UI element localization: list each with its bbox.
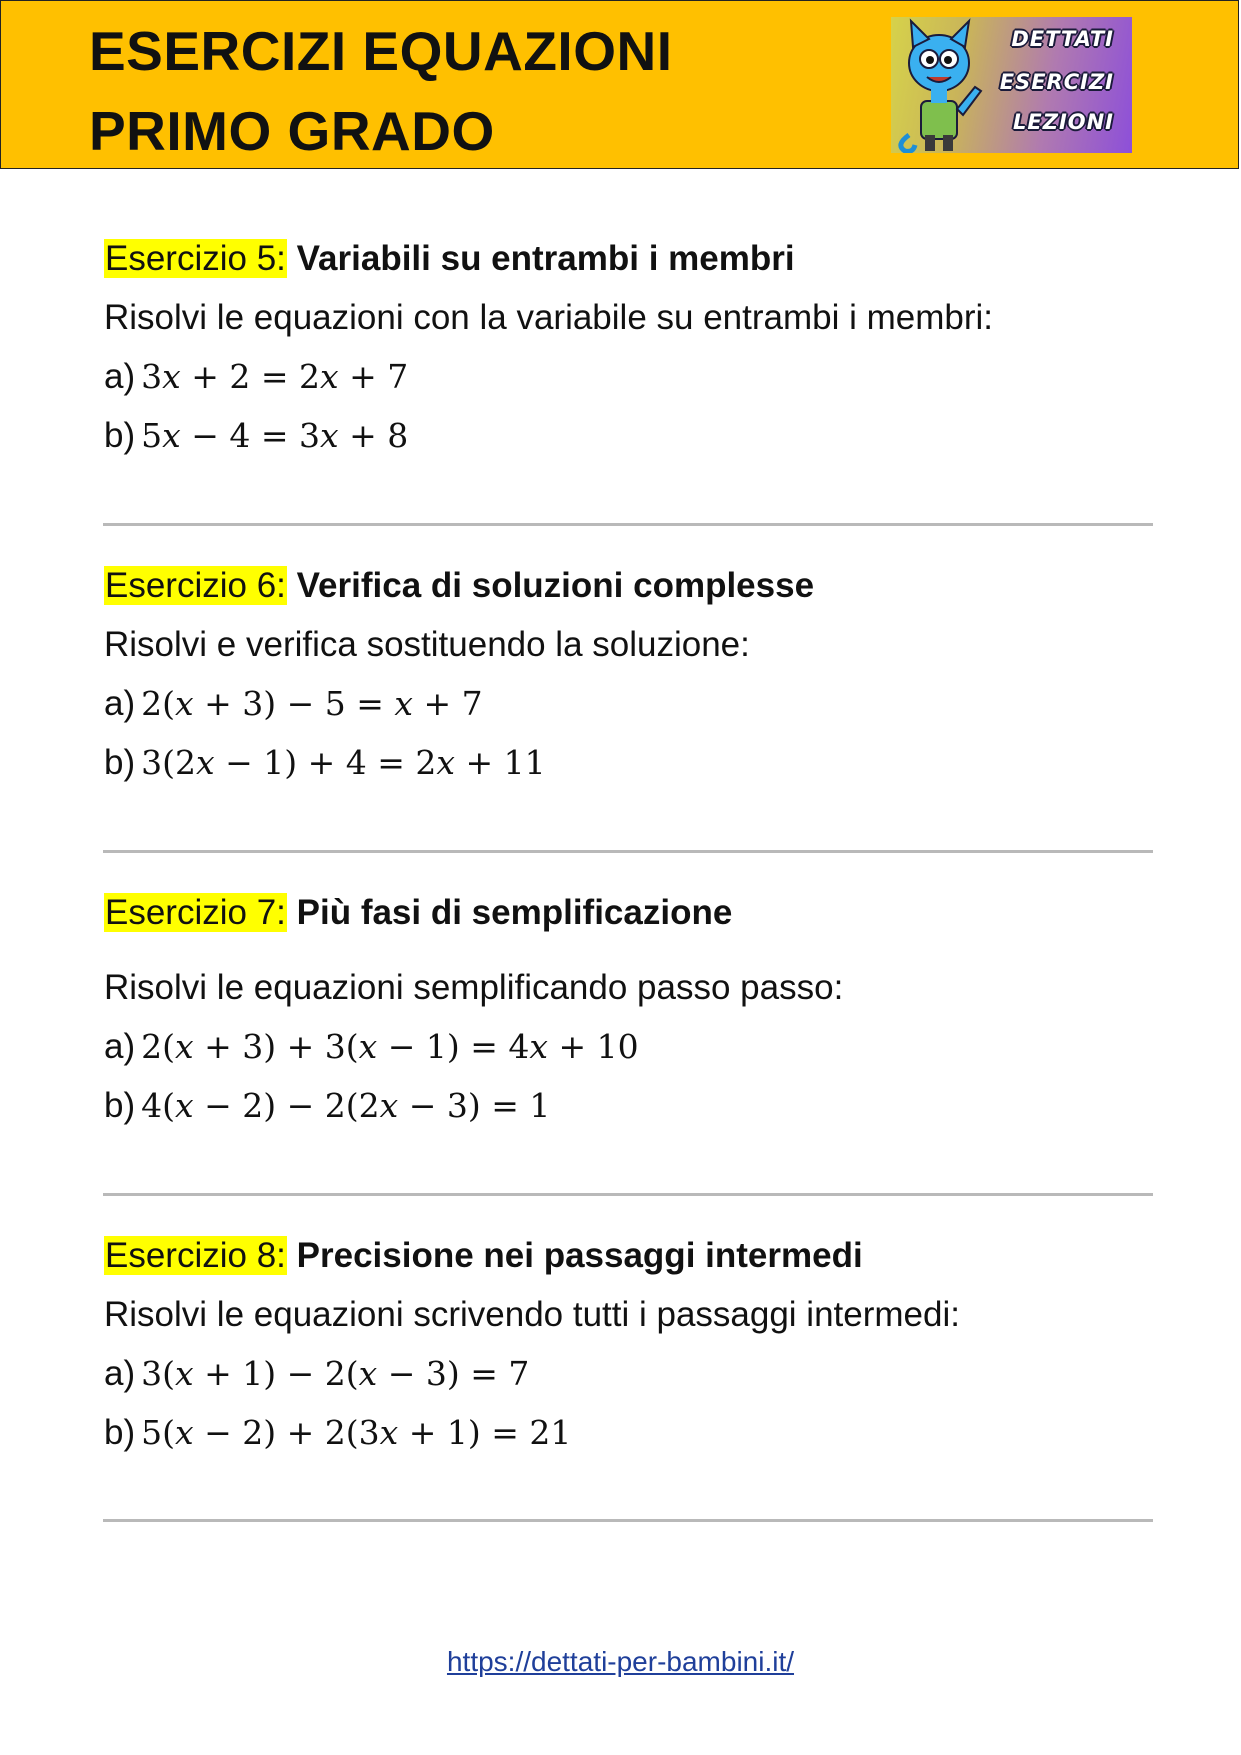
section-divider [103,1519,1153,1522]
equation-item-a [104,1354,1154,1394]
exercise-label: Esercizio 8: [105,1236,286,1275]
equation: 3(𝑥 + 1) − 2(𝑥 − 3) = 7 [141,1354,530,1393]
equation: 5(𝑥 − 2) + 2(3𝑥 + 1) = 21 [141,1413,572,1452]
item-letter: a) [104,1354,136,1393]
site-logo[interactable] [891,17,1132,153]
exercise-title: Precisione nei passaggi intermedi [296,1236,863,1275]
logo-word-lezioni: LEZIONI [1012,110,1114,134]
page-title-line-1: ESERCIZI EQUAZIONI [89,20,673,82]
exercise-7 [104,893,1154,1126]
exercise-instruction: Risolvi le equazioni semplificando passo passo: [104,968,844,1007]
equation-item-b [104,1413,1154,1453]
equation-item-a [104,357,1154,397]
exercise-title: Variabili su entrambi i membri [296,239,795,278]
equation-item-b [104,743,1154,783]
section-divider [103,850,1153,853]
exercise-6 [104,566,1154,783]
item-letter: b) [104,1413,136,1452]
item-letter: b) [104,416,136,455]
section-divider [103,1193,1153,1196]
exercise-label: Esercizio 6: [105,566,286,605]
equation: 2(𝑥 + 3) + 3(𝑥 − 1) = 4𝑥 + 10 [141,1027,639,1066]
item-letter: a) [104,357,136,396]
exercise-5 [104,239,1154,456]
exercise-heading [104,239,1154,279]
logo-word-dettati: DETTATI [1011,27,1114,51]
equation-item-a [104,684,1154,724]
exercise-heading [104,1236,1154,1276]
equation: 2(𝑥 + 3) − 5 = 𝑥 + 7 [141,684,483,723]
equation: 3𝑥 + 2 = 2𝑥 + 7 [141,357,409,396]
footer-website-link[interactable]: https://dettati-per-bambini.it/ [446,1646,795,1677]
exercise-instruction: Risolvi le equazioni con la variabile su entrambi i membri: [104,298,993,337]
cat-mascot-icon [891,17,991,153]
exercise-title: Più fasi di semplificazione [296,893,733,932]
section-divider [103,523,1153,526]
exercise-8 [104,1236,1154,1453]
exercise-title: Verifica di soluzioni complesse [296,566,815,605]
item-letter: b) [104,1086,136,1125]
exercise-heading [104,893,1154,933]
equation-item-b [104,416,1154,456]
equation: 3(2𝑥 − 1) + 4 = 2𝑥 + 11 [141,743,546,782]
item-letter: a) [104,684,136,723]
exercise-heading [104,566,1154,606]
exercise-label: Esercizio 5: [105,239,286,278]
equation-item-b [104,1086,1154,1126]
equation: 4(𝑥 − 2) − 2(2𝑥 − 3) = 1 [141,1086,551,1125]
header-banner [0,0,1239,169]
item-letter: b) [104,743,136,782]
exercise-instruction: Risolvi le equazioni scrivendo tutti i passaggi intermedi: [104,1295,960,1334]
logo-word-esercizi: ESERCIZI [999,70,1114,94]
equation-item-a [104,1027,1154,1067]
exercise-instruction: Risolvi e verifica sostituendo la soluzione: [104,625,750,664]
exercise-label: Esercizio 7: [105,893,286,932]
page-title-line-2: PRIMO GRADO [89,100,495,162]
item-letter: a) [104,1027,136,1066]
equation: 5𝑥 − 4 = 3𝑥 + 8 [141,416,409,455]
